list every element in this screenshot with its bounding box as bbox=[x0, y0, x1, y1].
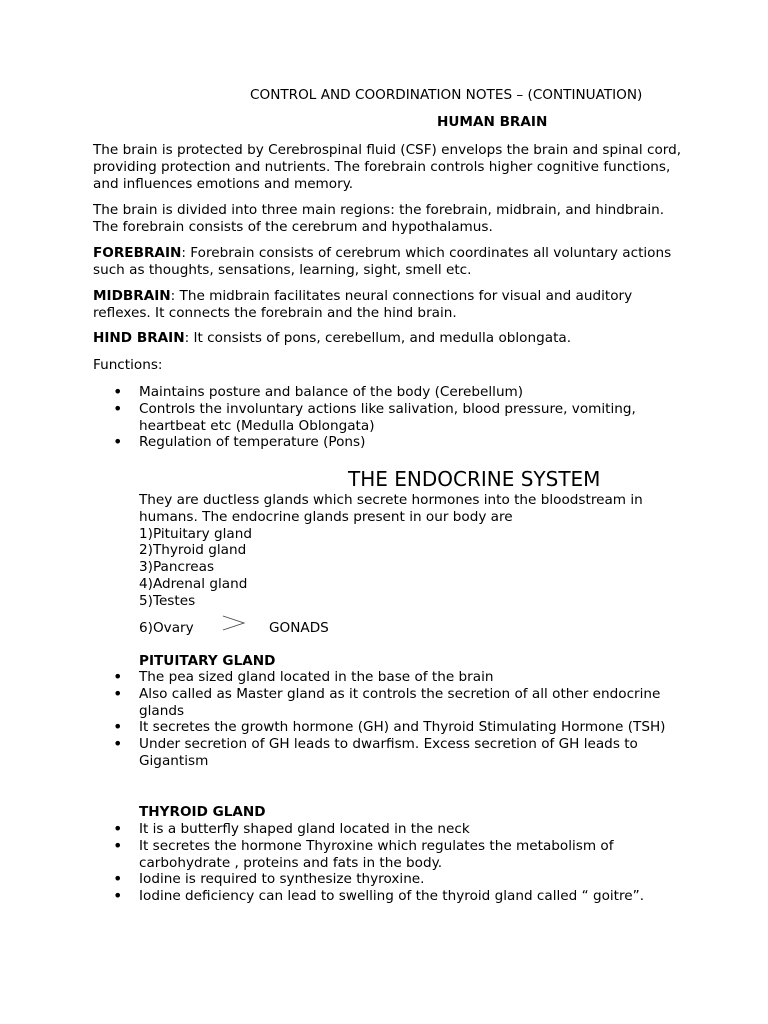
document-header: CONTROL AND COORDINATION NOTES – (CONTINUATION) bbox=[250, 87, 643, 103]
gland-item: 5)Testes bbox=[139, 592, 196, 609]
paragraph-text: The brain is divided into three main regions: the forebrain, midbrain, and hindbrain. The forebrain consists of the cerebrum and hypothalamus. bbox=[93, 202, 665, 235]
list-item: • It is a butterfly shaped gland located in the neck bbox=[93, 821, 683, 838]
list-item: • It secretes the growth hormone (GH) and Thyroid Stimulating Hormone (TSH) bbox=[93, 719, 683, 736]
midbrain-text: : The midbrain facilitates neural connections for visual and auditory reflexes. It connects the forebrain and the hind brain. bbox=[93, 288, 633, 321]
list-item: • Maintains posture and balance of the body (Cerebellum) bbox=[93, 384, 683, 401]
list-item: • Iodine deficiency can lead to swelling of the thyroid gland called “ goitre”. bbox=[93, 888, 683, 905]
brain-intro-paragraph bbox=[93, 142, 683, 192]
list-item: • Regulation of temperature (Pons) bbox=[93, 434, 683, 451]
endocrine-intro bbox=[139, 492, 684, 610]
brain-regions-paragraph bbox=[93, 202, 683, 236]
paragraph-text: The brain is protected by Cerebrospinal fluid (CSF) envelops the brain and spinal cord, providing protection and nutrients. The forebrain controls higher cognitive functions, and influences emotions and memory. bbox=[93, 142, 682, 192]
gland-item-ovary: 6)Ovary bbox=[139, 620, 194, 636]
functions-label: Functions: bbox=[93, 357, 163, 373]
functions-list bbox=[93, 384, 683, 451]
gland-item: 3)Pancreas bbox=[139, 559, 215, 576]
hindbrain-label: HIND BRAIN bbox=[93, 330, 185, 346]
list-item: • The pea sized gland located in the base of the brain bbox=[93, 669, 683, 686]
thyroid-list bbox=[93, 821, 683, 905]
bracket-icon bbox=[221, 614, 247, 632]
gonads-label: GONADS bbox=[269, 620, 329, 636]
midbrain-paragraph bbox=[93, 288, 683, 322]
midbrain-label: MIDBRAIN bbox=[93, 288, 171, 304]
ovary-gonads-row bbox=[139, 620, 439, 640]
endocrine-intro-text: They are ductless glands which secrete hormones into the bloodstream in humans. The endocrine glands present in our body are bbox=[139, 492, 643, 525]
forebrain-paragraph bbox=[93, 245, 683, 279]
pituitary-heading: PITUITARY GLAND bbox=[139, 653, 276, 669]
gland-item: 4)Adrenal gland bbox=[139, 575, 248, 592]
gland-item: 2)Thyroid gland bbox=[139, 542, 247, 559]
forebrain-text: : Forebrain consists of cerebrum which coordinates all voluntary actions such as thoughts, sensations, learning, sight, smell etc. bbox=[93, 245, 672, 278]
gland-item: 1)Pituitary gland bbox=[139, 525, 252, 542]
list-item: • Controls the involuntary actions like salivation, blood pressure, vomiting, heartbeat etc (Medulla Oblongata) bbox=[93, 401, 683, 435]
list-item: • Iodine is required to synthesize thyroxine. bbox=[93, 871, 683, 888]
pituitary-list bbox=[93, 669, 683, 770]
thyroid-heading: THYROID GLAND bbox=[139, 804, 266, 820]
hindbrain-paragraph bbox=[93, 330, 683, 347]
list-item: • It secretes the hormone Thyroxine which regulates the metabolism of carbohydrate , proteins and fats in the body. bbox=[93, 838, 683, 872]
list-item: • Also called as Master gland as it controls the secretion of all other endocrine glands bbox=[93, 686, 683, 720]
forebrain-label: FOREBRAIN bbox=[93, 245, 182, 261]
page-title: HUMAN BRAIN bbox=[437, 114, 548, 130]
hindbrain-text: : It consists of pons, cerebellum, and medulla oblongata. bbox=[184, 330, 572, 346]
list-item: • Under secretion of GH leads to dwarfism. Excess secretion of GH leads to Gigantism bbox=[93, 736, 683, 770]
endocrine-title: THE ENDOCRINE SYSTEM bbox=[348, 467, 601, 491]
